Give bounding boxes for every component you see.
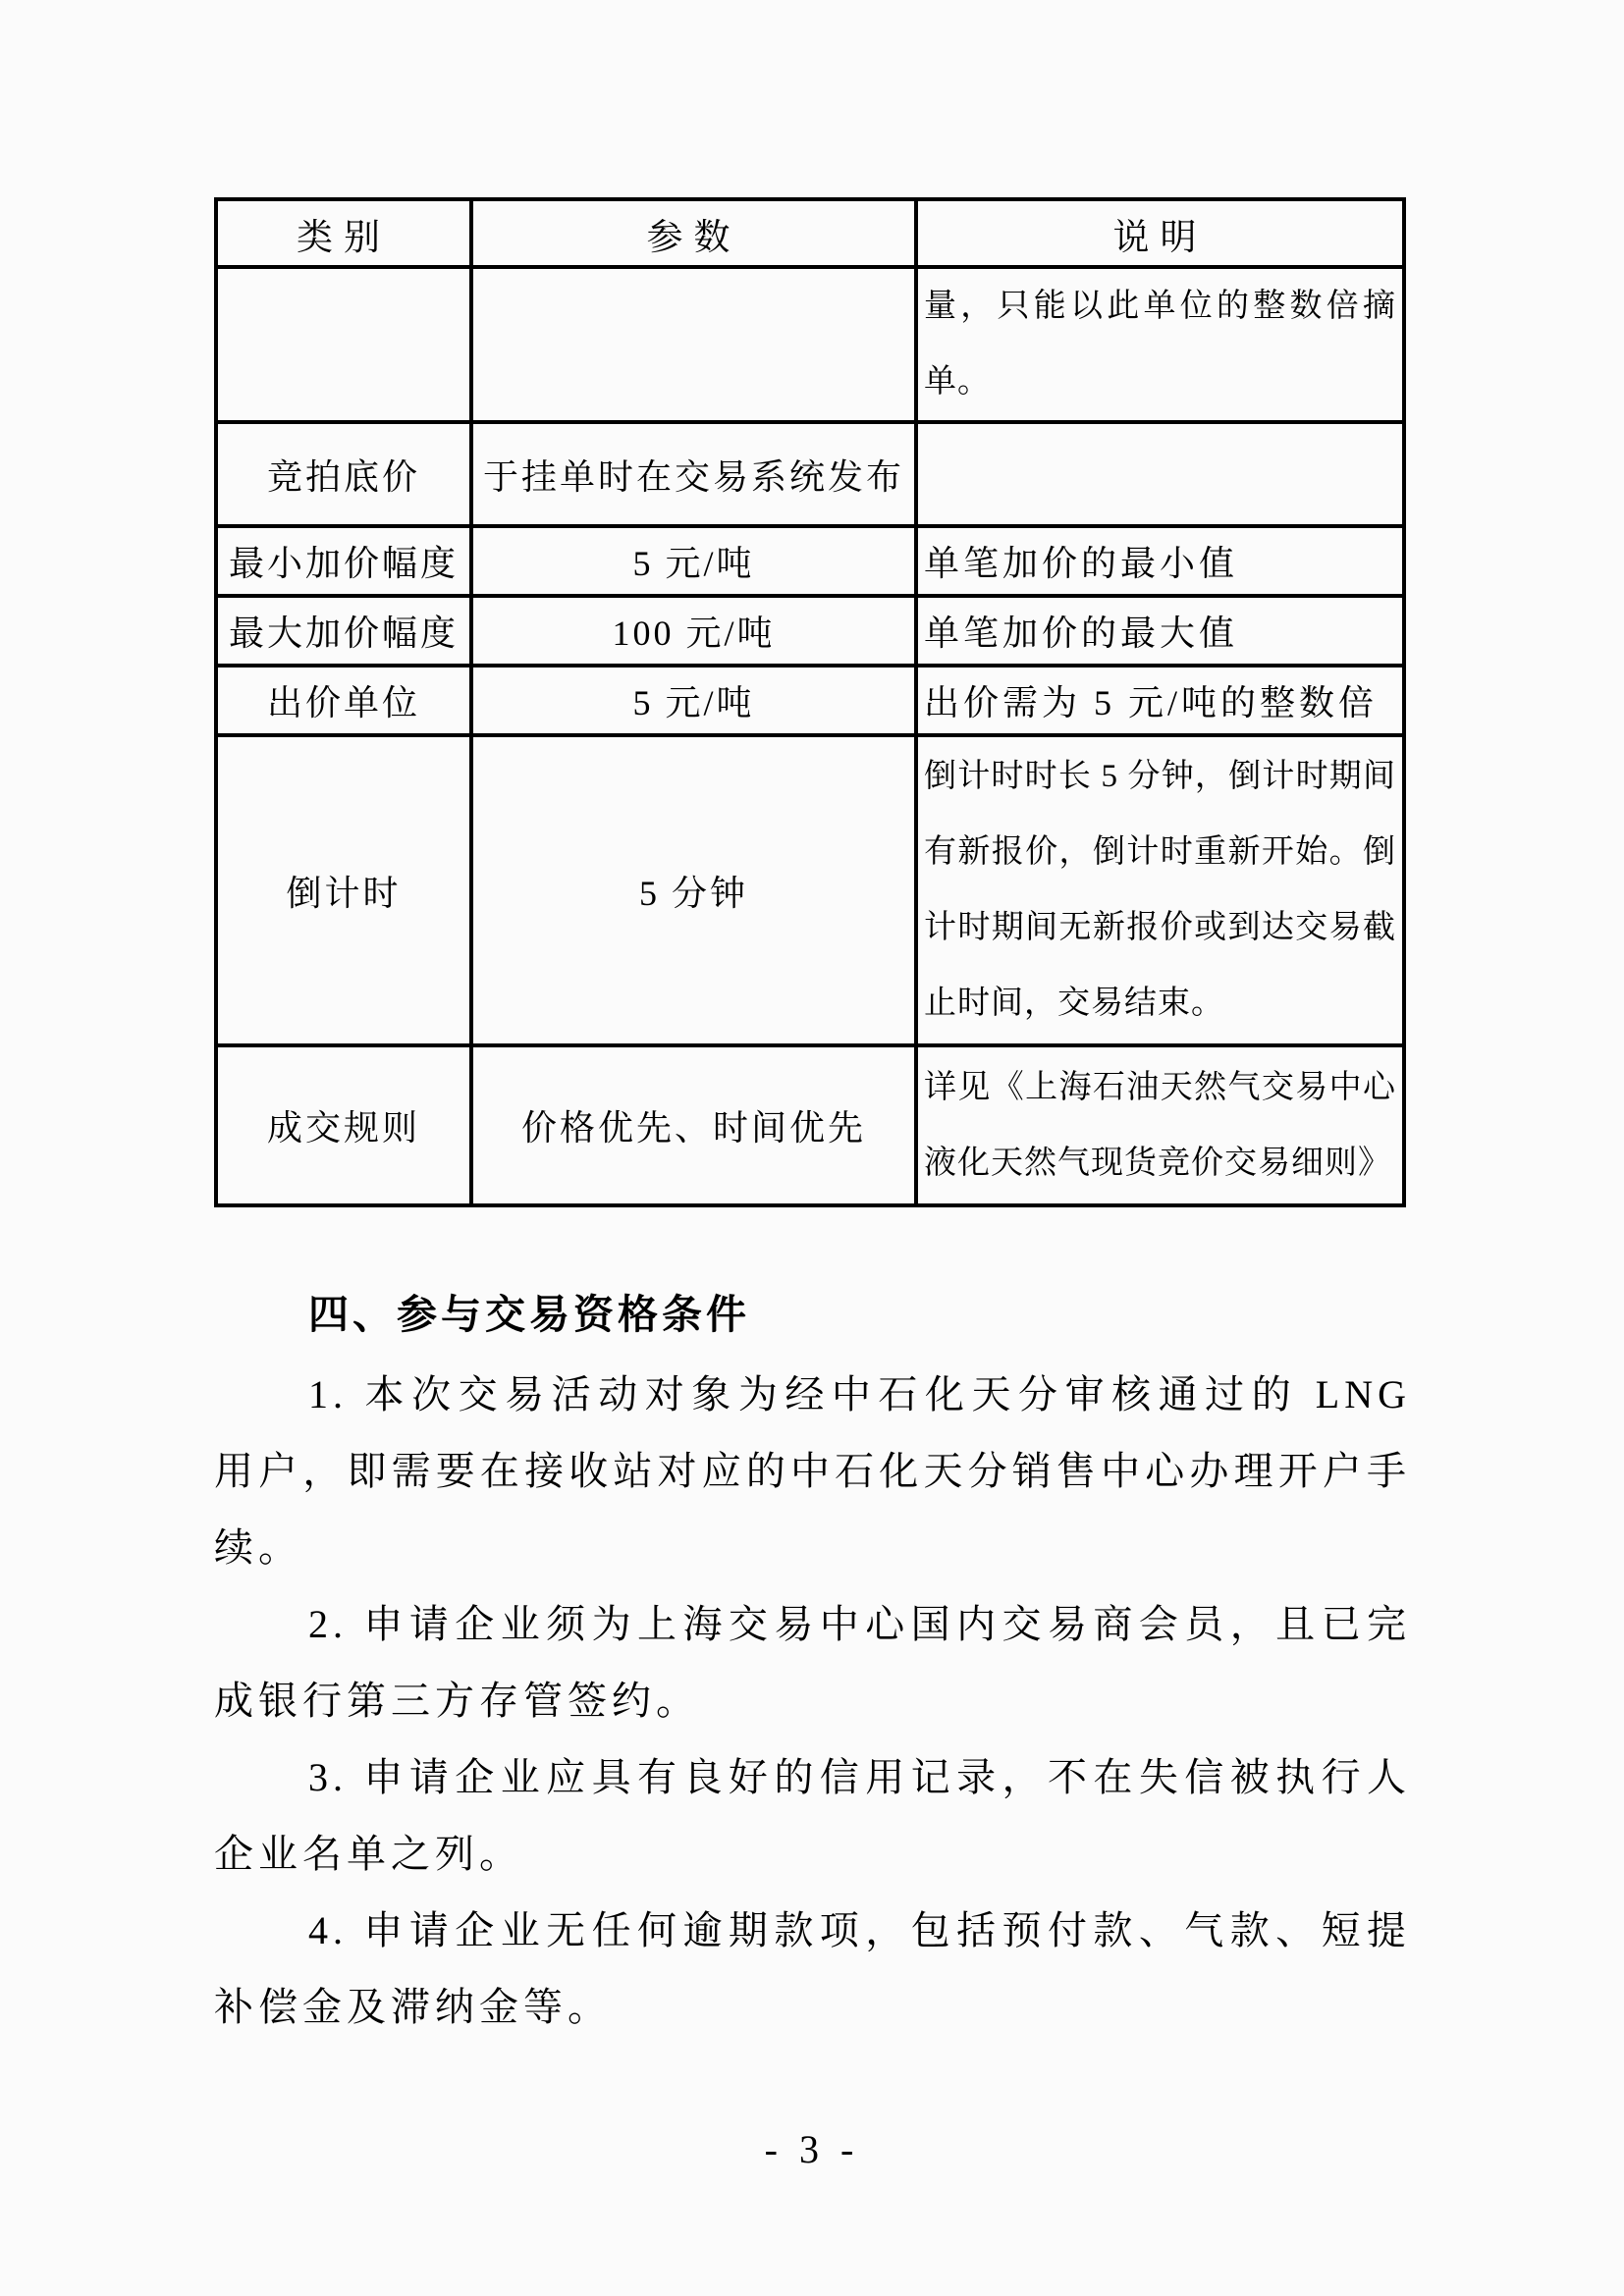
cell-description: 详见《上海石油天然气交易中心液化天然气现货竞价交易细则》 [916,1045,1404,1205]
cell-parameter: 100 元/吨 [471,596,916,666]
table-header-row [216,199,1404,267]
cell-description: 单笔加价的最小值 [916,526,1404,596]
cell-parameter: 于挂单时在交易系统发布 [471,422,916,526]
cell-description: 出价需为 5 元/吨的整数倍 [916,666,1404,735]
header-description: 说明 [916,199,1404,267]
cell-category: 竞拍底价 [216,422,471,526]
cell-category [216,267,471,422]
table-row-deal-rule [216,1045,1404,1205]
cell-description: 倒计时时长 5 分钟，倒计时期间有新报价，倒计时重新开始。倒计时期间无新报价或到达交易截止时间，交易结束。 [916,735,1404,1045]
cell-parameter [471,267,916,422]
table-row-floor-price [216,422,1404,526]
cell-category: 出价单位 [216,666,471,735]
page-number: - 3 - [764,2127,860,2171]
table-row-countdown [216,735,1404,1045]
header-category: 类别 [216,199,471,267]
cell-parameter: 价格优先、时间优先 [471,1045,916,1205]
auction-parameters-table [214,197,1406,1207]
paragraph-4: 4. 申请企业无任何逾期款项，包括预付款、气款、短提补偿金及滞纳金等。 [214,1908,1411,2029]
paragraph-1: 1. 本次交易活动对象为经中石化天分审核通过的 LNG 用户，即需要在接收站对应的中石化天分销售中心办理开户手续。 [214,1372,1411,1570]
cell-description [916,422,1404,526]
paragraph-2: 2. 申请企业须为上海交易中心国内交易商会员，且已完成银行第三方存管签约。 [214,1602,1411,1723]
paragraph-3: 3. 申请企业应具有良好的信用记录，不在失信被执行人企业名单之列。 [214,1755,1411,1876]
cell-parameter: 5 元/吨 [471,666,916,735]
cell-category: 最大加价幅度 [216,596,471,666]
table-row-bid-unit [216,666,1404,735]
table-row-min-increment [216,526,1404,596]
header-parameter: 参数 [471,199,916,267]
cell-description: 单笔加价的最大值 [916,596,1404,666]
table-row-max-increment [216,596,1404,666]
qualification-section [214,1272,1411,2046]
cell-description: 量，只能以此单位的整数倍摘单。 [916,267,1404,422]
section-heading: 四、参与交易资格条件 [308,1292,750,1337]
cell-parameter: 5 分钟 [471,735,916,1045]
table-row-continuation [216,267,1404,422]
cell-category: 成交规则 [216,1045,471,1205]
cell-category: 最小加价幅度 [216,526,471,596]
cell-category: 倒计时 [216,735,471,1045]
cell-parameter: 5 元/吨 [471,526,916,596]
